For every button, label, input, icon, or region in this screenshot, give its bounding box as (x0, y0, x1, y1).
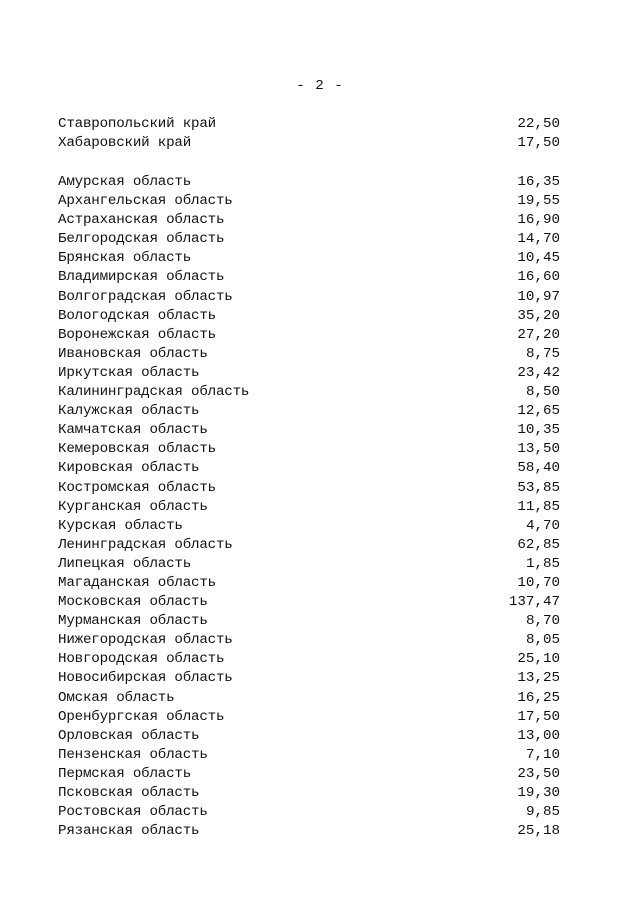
region-value: 22,50 (517, 116, 560, 132)
region-name: Пензенская область (58, 746, 208, 763)
region-value: 9,85 (525, 804, 560, 821)
region-name: Архангельская область (58, 193, 233, 210)
region-value: 8,75 (525, 345, 560, 362)
region-value: 27,20 (517, 326, 560, 343)
table-row (58, 345, 560, 364)
region-value: 23,50 (517, 765, 560, 782)
region-name: Орловская область (58, 727, 200, 744)
region-value: 4,70 (525, 517, 560, 534)
region-value: 13,25 (517, 670, 560, 687)
region-name: Калининградская область (58, 384, 250, 401)
table-row (58, 115, 560, 134)
region-value: 62,85 (517, 536, 560, 553)
table-row (58, 421, 560, 440)
region-name: Камчатская область (58, 422, 208, 439)
region-value: 19,55 (517, 193, 560, 210)
table-row (58, 211, 560, 230)
region-name: Волгоградская область (58, 288, 233, 305)
region-value: 25,18 (517, 823, 560, 840)
region-value: 16,90 (517, 212, 560, 229)
table-row (58, 459, 560, 478)
table-row (58, 593, 560, 612)
table-row (58, 230, 560, 249)
table-row (58, 268, 560, 287)
table-row (58, 440, 560, 459)
table-row (58, 765, 560, 784)
table-row (58, 669, 560, 688)
region-value: 8,50 (525, 384, 560, 401)
table-row (58, 134, 560, 153)
region-name: Ставропольский край (58, 116, 216, 132)
table-row (58, 612, 560, 631)
table-row (58, 574, 560, 593)
table-row (58, 803, 560, 822)
oblast-table (58, 173, 560, 841)
region-name: Владимирская область (58, 269, 225, 286)
table-row (58, 288, 560, 307)
region-value: 137,47 (508, 594, 560, 611)
page-number: - 2 - (296, 78, 344, 94)
region-value: 10,70 (517, 574, 560, 591)
region-name: Оренбургская область (58, 708, 225, 725)
region-value: 16,35 (517, 174, 560, 190)
region-name: Вологодская область (58, 307, 216, 324)
region-name: Московская область (58, 594, 208, 611)
region-name: Курская область (58, 517, 183, 534)
region-value: 14,70 (517, 231, 560, 248)
table-row (58, 822, 560, 841)
region-name: Пермская область (58, 765, 192, 782)
region-name: Новосибирская область (58, 670, 233, 687)
region-value: 23,42 (517, 364, 560, 381)
region-value: 12,65 (517, 403, 560, 420)
region-value: 11,85 (517, 498, 560, 515)
region-value: 16,25 (517, 689, 560, 706)
region-name: Рязанская область (58, 823, 200, 840)
region-name: Кировская область (58, 460, 200, 477)
region-name: Иркутская область (58, 364, 200, 381)
table-row (58, 555, 560, 574)
region-value: 13,00 (517, 727, 560, 744)
region-value: 35,20 (517, 307, 560, 324)
region-value: 16,60 (517, 269, 560, 286)
region-name: Омская область (58, 689, 175, 706)
table-row (58, 650, 560, 669)
table-row (58, 326, 560, 345)
region-value: 1,85 (525, 555, 560, 572)
region-name: Брянская область (58, 250, 192, 267)
region-name: Ленинградская область (58, 536, 233, 553)
region-name: Воронежская область (58, 326, 216, 343)
region-name: Курганская область (58, 498, 208, 515)
table-row (58, 708, 560, 727)
region-name: Белгородская область (58, 231, 225, 248)
table-row (58, 479, 560, 498)
region-name: Псковская область (58, 785, 200, 801)
region-value: 10,35 (517, 422, 560, 439)
table-row (58, 689, 560, 708)
region-name: Ростовская область (58, 804, 208, 821)
region-value: 17,50 (517, 135, 560, 152)
region-value: 19,30 (517, 785, 560, 801)
region-value: 7,10 (525, 746, 560, 763)
region-name: Мурманская область (58, 613, 208, 630)
table-row (58, 402, 560, 421)
table-row (58, 631, 560, 650)
table-row (58, 498, 560, 517)
region-value: 58,40 (517, 460, 560, 477)
region-name: Калужская область (58, 403, 200, 420)
region-name: Костромская область (58, 479, 216, 496)
table-row (58, 364, 560, 383)
region-name: Липецкая область (58, 555, 192, 572)
table-row (58, 192, 560, 211)
region-name: Амурская область (58, 174, 192, 190)
table-row (58, 517, 560, 536)
region-name: Новгородская область (58, 651, 225, 668)
region-name: Кемеровская область (58, 441, 216, 458)
table-row (58, 727, 560, 746)
region-value: 13,50 (517, 441, 560, 458)
table-row (58, 746, 560, 765)
region-name: Хабаровский край (58, 135, 192, 152)
table-row (58, 784, 560, 803)
krai-table (58, 115, 560, 153)
region-value: 8,70 (525, 613, 560, 630)
table-row (58, 249, 560, 268)
region-value: 8,05 (525, 632, 560, 649)
region-name: Астраханская область (58, 212, 225, 229)
region-name: Нижегородская область (58, 632, 233, 649)
table-row (58, 383, 560, 402)
region-value: 10,97 (517, 288, 560, 305)
region-name: Ивановская область (58, 345, 208, 362)
region-value: 17,50 (517, 708, 560, 725)
table-row (58, 536, 560, 555)
table-row (58, 173, 560, 192)
table-row (58, 307, 560, 326)
region-value: 10,45 (517, 250, 560, 267)
region-value: 53,85 (517, 479, 560, 496)
region-value: 25,10 (517, 651, 560, 668)
region-name: Магаданская область (58, 574, 216, 591)
